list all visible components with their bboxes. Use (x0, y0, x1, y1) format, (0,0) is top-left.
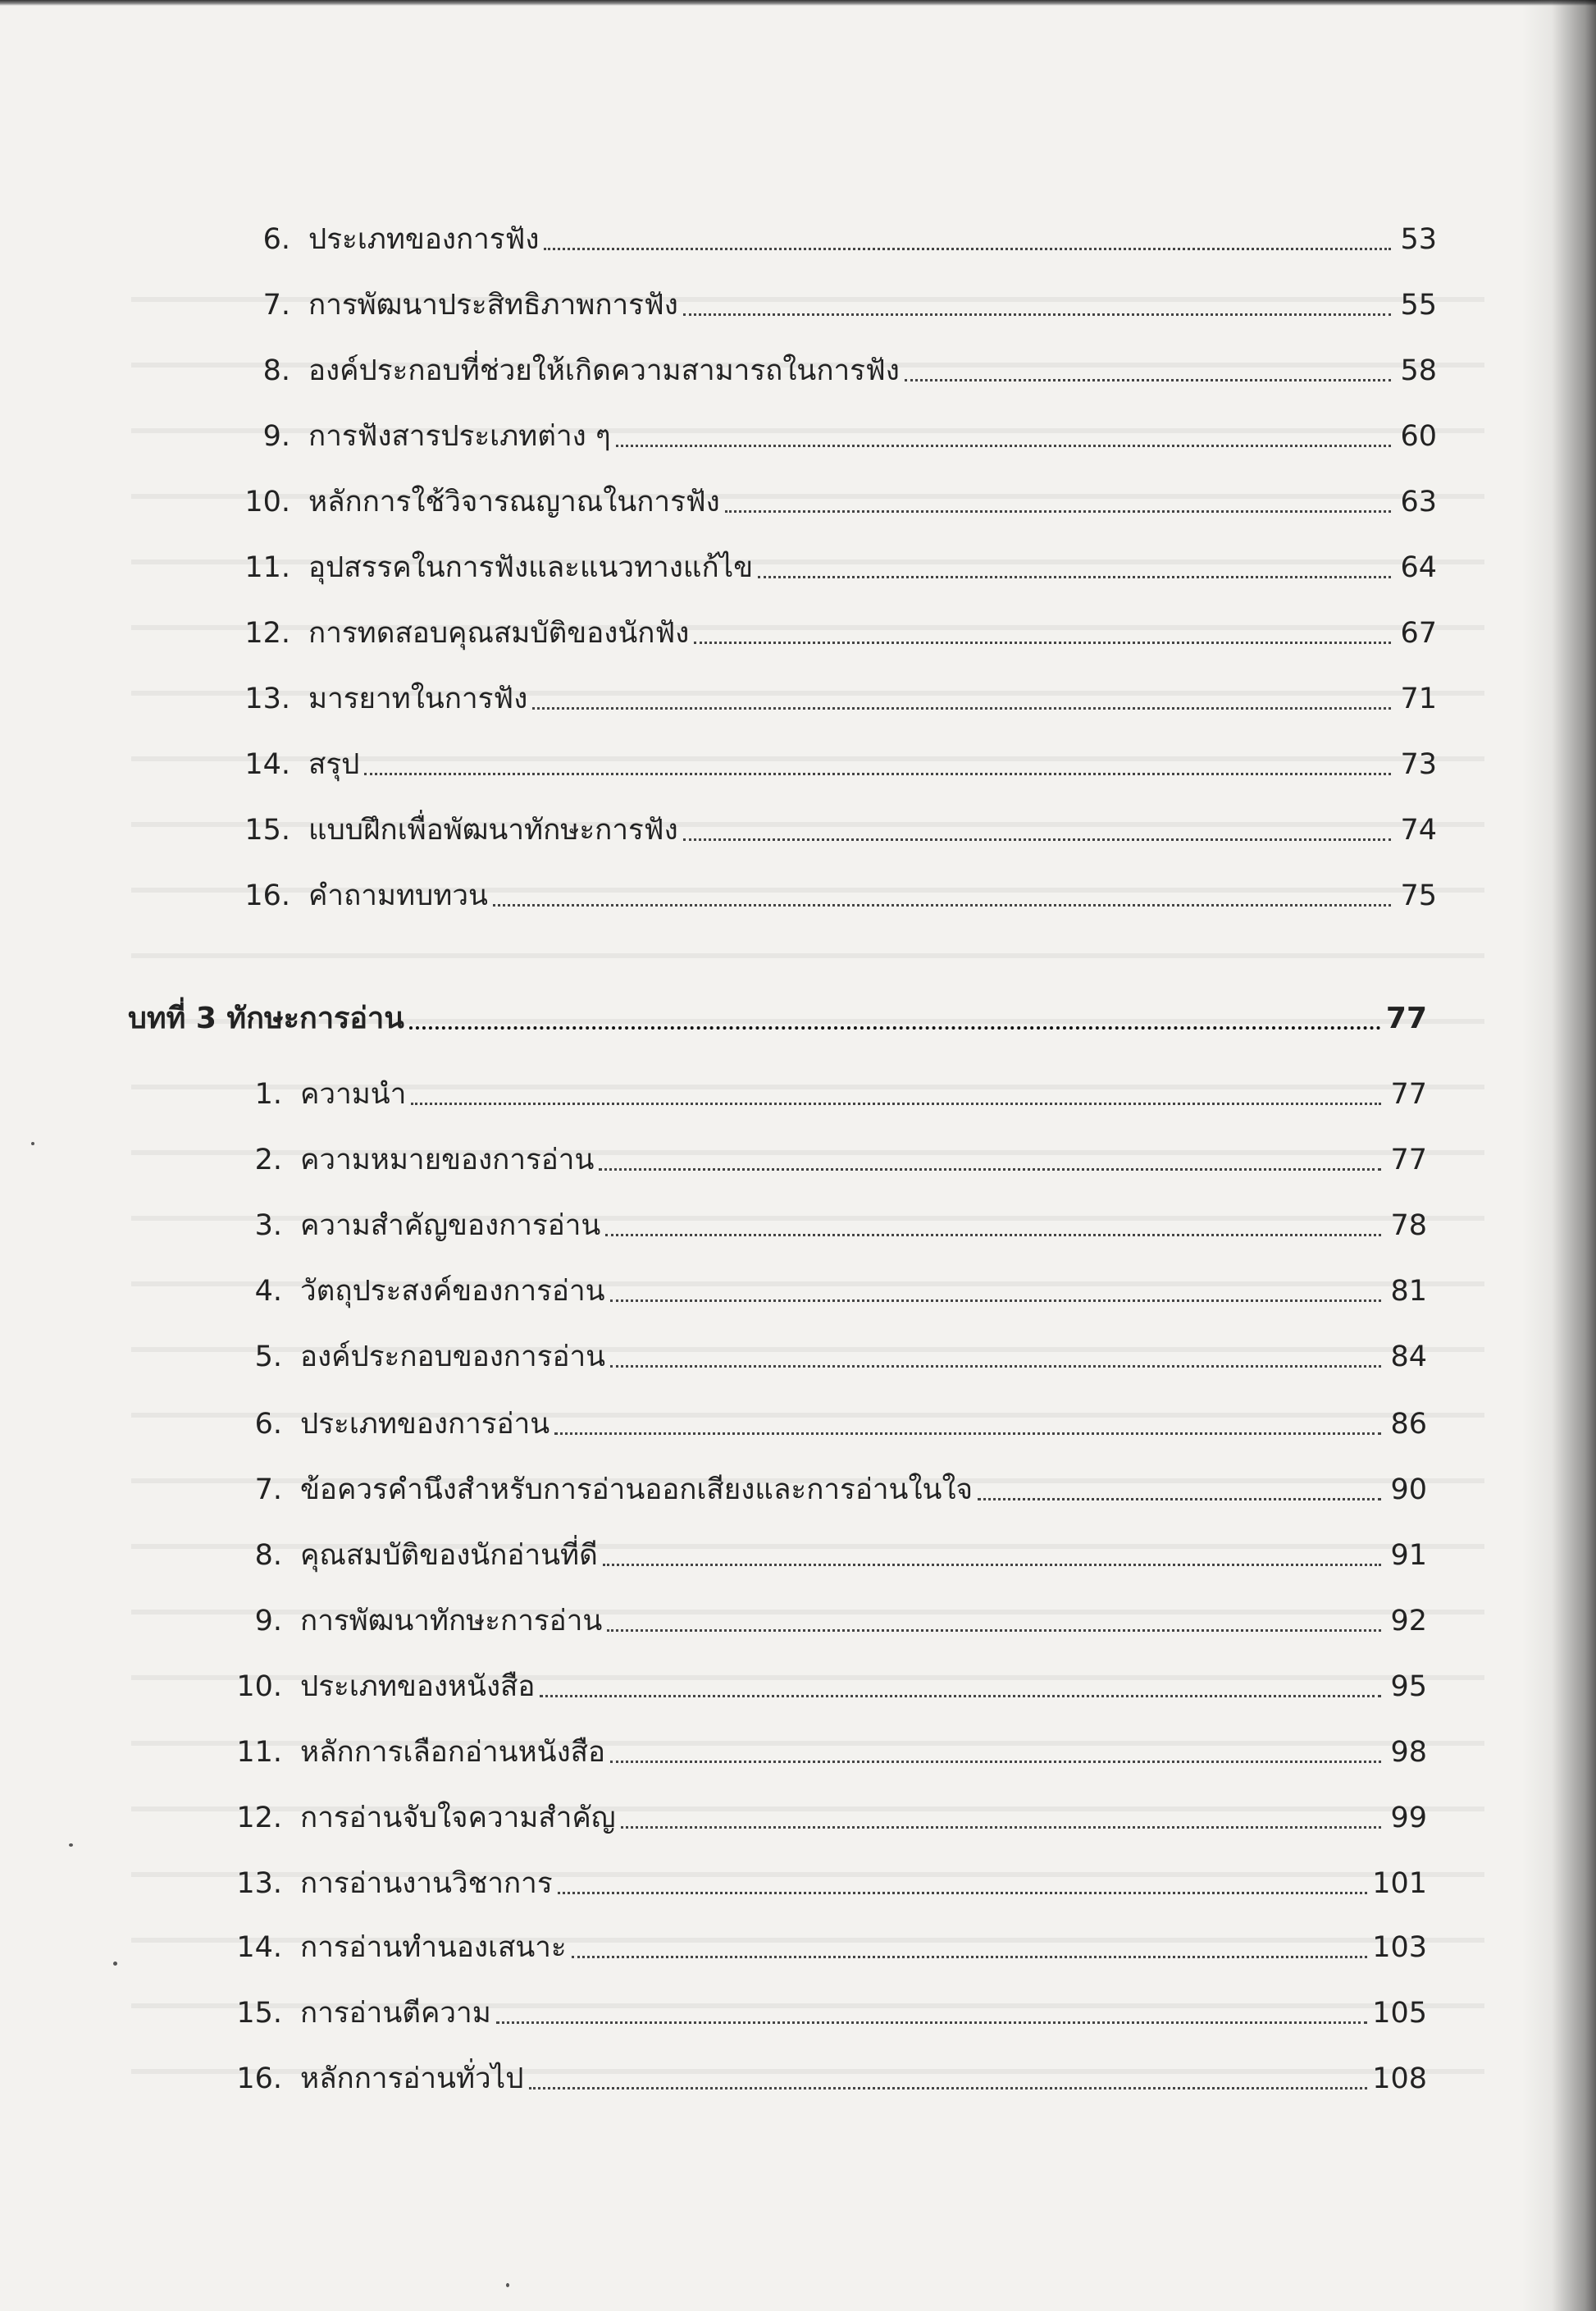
toc-entry-page: 92 (1390, 1605, 1427, 1637)
dot-leader (409, 1026, 1381, 1030)
toc-entry (238, 471, 1437, 520)
dot-leader (605, 1234, 1381, 1236)
toc-entry-number: 14. (244, 748, 290, 781)
toc-entry-number: 7. (262, 289, 290, 322)
dot-leader (364, 773, 1391, 775)
toc-entry-number: 4. (254, 1275, 282, 1308)
dot-leader (532, 707, 1391, 710)
toc-entry-number: 16. (236, 2062, 282, 2095)
toc-entry (238, 733, 1437, 783)
toc-entry-page: 77 (1390, 1078, 1427, 1111)
toc-entry-page: 98 (1390, 1736, 1427, 1769)
toc-entry-page: 60 (1400, 420, 1437, 453)
toc-entry-number: 1. (254, 1078, 282, 1111)
toc-entry-number: 6. (262, 223, 290, 256)
toc-entry (230, 1459, 1427, 1508)
toc-entry-number: 8. (262, 354, 290, 387)
toc-entry (238, 668, 1437, 717)
toc-entry-page: 90 (1390, 1473, 1427, 1506)
toc-entry-number: 10. (244, 486, 290, 518)
toc-entry (238, 865, 1437, 914)
toc-entry-title: หลักการอ่านทั่วไป (300, 2062, 524, 2095)
toc-entry-number: 11. (236, 1736, 282, 1769)
toc-entry-number: 5. (254, 1340, 282, 1373)
toc-entry-title: ประเภทของการอ่าน (300, 1408, 550, 1441)
toc-entry (238, 405, 1437, 454)
toc-entry-number: 15. (244, 814, 290, 847)
toc-entry (238, 274, 1437, 323)
dot-leader (529, 2087, 1368, 2089)
toc-entry (238, 602, 1437, 651)
toc-entry-page: 81 (1390, 1275, 1427, 1308)
toc-entry-title: องค์ประกอบของการอ่าน (300, 1340, 606, 1373)
toc-entry-number: 13. (236, 1867, 282, 1900)
toc-entry-number: 6. (254, 1408, 282, 1441)
toc-entry-number: 8. (254, 1539, 282, 1572)
toc-entry-page: 77 (1390, 1144, 1427, 1176)
toc-entry-page: 75 (1400, 879, 1437, 912)
toc-entry-title: คุณสมบัติของนักอ่านที่ดี (300, 1539, 598, 1572)
dot-leader (694, 642, 1391, 644)
toc-entry-page: 74 (1400, 814, 1437, 847)
toc-entry-number: 3. (254, 1209, 282, 1242)
toc-entry-page: 67 (1400, 617, 1437, 650)
toc-entry-title: อุปสรรคในการฟังและแนวทางแก้ไข (308, 551, 754, 584)
toc-entry-page: 84 (1390, 1340, 1427, 1373)
toc-entry-title: ความสำคัญของการอ่าน (300, 1209, 601, 1242)
dot-leader (725, 510, 1391, 513)
toc-entry-page: 86 (1390, 1408, 1427, 1441)
dot-leader (572, 1956, 1367, 1958)
dot-leader (496, 2021, 1367, 2024)
toc-entry-number: 13. (244, 683, 290, 715)
toc-entry (238, 537, 1437, 586)
toc-entry-title: การอ่านตีความ (300, 1997, 491, 2030)
toc-entry-number: 12. (244, 617, 290, 650)
toc-entry (230, 1393, 1427, 1442)
toc-entry-page: 99 (1390, 1802, 1427, 1834)
toc-entry-number: 10. (236, 1670, 282, 1703)
toc-entry-title: คำถามทบทวน (308, 879, 488, 912)
toc-entry (230, 1916, 1427, 1966)
dot-leader (610, 1761, 1381, 1763)
dot-leader (411, 1103, 1381, 1105)
chapter-heading (128, 988, 1427, 1037)
toc-entry-title: การอ่านจับใจความสำคัญ (300, 1802, 616, 1834)
toc-entry-title: ความนำ (300, 1078, 407, 1111)
toc-entry-title: การทดสอบคุณสมบัติของนักฟัง (308, 617, 690, 650)
toc-entry (230, 2048, 1427, 2097)
toc-entry-page: 63 (1400, 486, 1437, 518)
dot-leader (683, 838, 1391, 841)
toc-entry-number: 15. (236, 1997, 282, 2030)
toc-entry-title: มารยาทในการฟัง (308, 683, 528, 715)
toc-entry-page: 71 (1400, 683, 1437, 715)
dot-leader (544, 248, 1391, 250)
toc-entry-number: 16. (244, 879, 290, 912)
toc-entry-title: การพัฒนาประสิทธิภาพการฟัง (308, 289, 678, 322)
toc-entry (230, 1590, 1427, 1639)
toc-entry-number: 14. (236, 1931, 282, 1964)
dot-leader (616, 445, 1391, 447)
toc-entry-number: 11. (244, 551, 290, 584)
dot-leader (607, 1629, 1381, 1632)
toc-entry-number: 7. (254, 1473, 282, 1506)
toc-entry-title: ประเภทของการฟัง (308, 223, 540, 256)
toc-entry (230, 1982, 1427, 2031)
toc-entry-page: 91 (1390, 1539, 1427, 1572)
toc-entry-number: 9. (262, 420, 290, 453)
dot-leader (978, 1498, 1381, 1500)
toc-entry (230, 1326, 1427, 1375)
toc-entry-title: หลักการใช้วิจารณญาณในการฟัง (308, 486, 720, 518)
toc-entry-title: องค์ประกอบที่ช่วยให้เกิดความสามารถในการฟัง (308, 354, 900, 387)
toc-entry-page: 64 (1400, 551, 1437, 584)
toc-entry (238, 340, 1437, 389)
toc-entry-page: 58 (1400, 354, 1437, 387)
dot-leader (558, 1892, 1368, 1894)
toc-entry-page: 95 (1390, 1670, 1427, 1703)
toc-entry (230, 1063, 1427, 1112)
toc-entry-title: การฟังสารประเภทต่าง ๆ (308, 420, 611, 453)
dot-leader (599, 1168, 1381, 1171)
toc-entry-title: แบบฝึกเพื่อพัฒนาทักษะการฟัง (308, 814, 678, 847)
chapter-title: บทที่ 3 ทักษะการอ่าน (128, 1002, 404, 1035)
toc-entry-title: การพัฒนาทักษะการอ่าน (300, 1605, 603, 1637)
toc-entry (238, 208, 1437, 258)
toc-entry-page: 55 (1400, 289, 1437, 322)
dot-leader (493, 904, 1391, 907)
toc-entry-number: 9. (254, 1605, 282, 1637)
toc-entry-title: วัตถุประสงค์ของการอ่าน (300, 1275, 605, 1308)
toc-entry (230, 1129, 1427, 1178)
toc-entry-number: 12. (236, 1802, 282, 1834)
dot-leader (554, 1432, 1381, 1435)
toc-entry (230, 1656, 1427, 1705)
dot-leader (621, 1826, 1381, 1829)
toc-entry-page: 105 (1372, 1997, 1427, 2030)
toc-entry-page: 53 (1400, 223, 1437, 256)
toc-entry-title: ข้อควรคำนึงสำหรับการอ่านออกเสียงและการอ่านในใจ (300, 1473, 974, 1506)
dot-leader (540, 1695, 1381, 1697)
chapter-page: 77 (1385, 1002, 1427, 1035)
toc-entry-page: 78 (1390, 1209, 1427, 1242)
toc-entry-page: 101 (1372, 1867, 1427, 1900)
toc-entry-title: การอ่านทำนองเสนาะ (300, 1931, 567, 1964)
toc-entry-page: 103 (1372, 1931, 1427, 1964)
toc-entry-title: การอ่านงานวิชาการ (300, 1867, 553, 1900)
toc-entry-title: ความหมายของการอ่าน (300, 1144, 595, 1176)
dot-leader (758, 576, 1391, 578)
toc-entry-title: หลักการเลือกอ่านหนังสือ (300, 1736, 606, 1769)
dot-leader (610, 1299, 1381, 1302)
toc-entry (230, 1852, 1427, 1902)
dot-leader (610, 1365, 1381, 1368)
toc-entry (238, 799, 1437, 848)
toc-entry (230, 1194, 1427, 1244)
toc-entry (230, 1721, 1427, 1770)
toc-entry-page: 108 (1372, 2062, 1427, 2095)
toc-entry-title: สรุป (308, 748, 360, 781)
toc-entry (230, 1524, 1427, 1573)
toc-entry-title: ประเภทของหนังสือ (300, 1670, 536, 1703)
dot-leader (603, 1564, 1381, 1566)
toc-entry-number: 2. (254, 1144, 282, 1176)
dot-leader (905, 379, 1391, 381)
toc-entry (230, 1260, 1427, 1309)
dot-leader (683, 313, 1391, 316)
toc-entry-page: 73 (1400, 748, 1437, 781)
toc-entry (230, 1787, 1427, 1836)
